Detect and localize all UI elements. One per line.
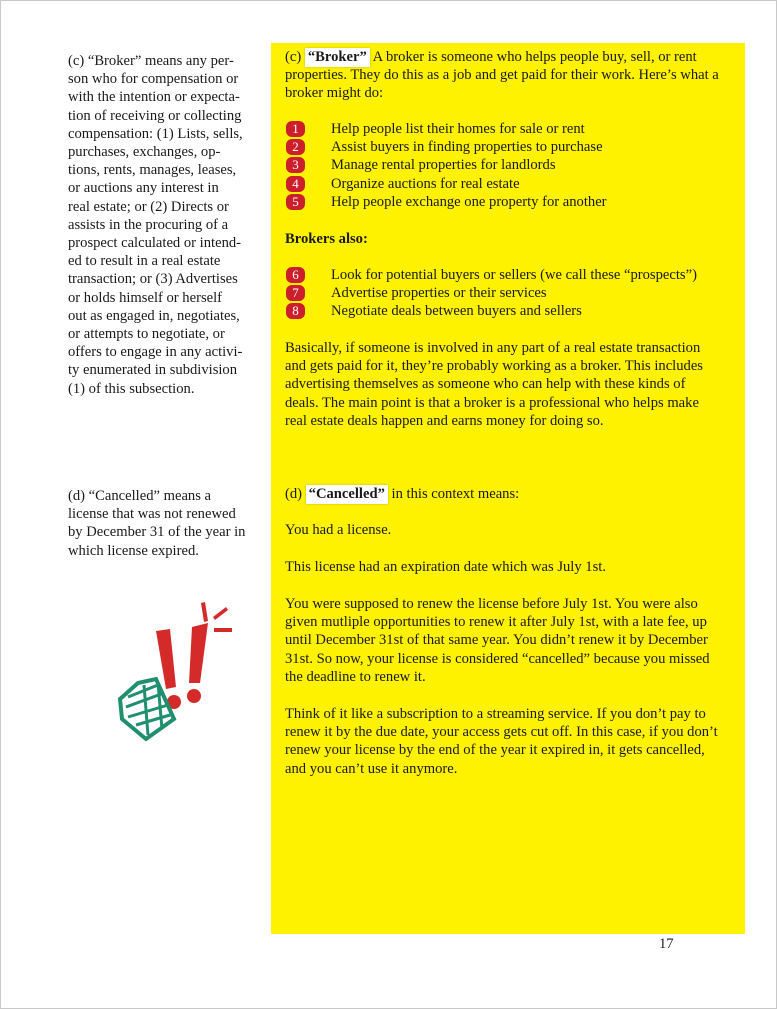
- statute-line: which license expired.: [68, 542, 199, 559]
- statute-line: real estate; or (2) Directs or: [68, 198, 229, 215]
- statute-line: purchases, exchanges, op-: [68, 144, 221, 161]
- number-badge: 4: [286, 176, 305, 192]
- paragraph-line: renew your license by the end of the year it expired in, it gets cancelled,: [285, 742, 705, 759]
- statute-line: with the intention or expecta-: [68, 89, 240, 106]
- broker-definition-statute: [68, 52, 253, 398]
- cancelled-intro: [285, 485, 740, 503]
- list-item-text: Help people exchange one property for another: [331, 193, 607, 210]
- statute-line: offers to engage in any activi-: [68, 344, 243, 361]
- statute-line: or holds himself or herself: [68, 289, 223, 306]
- paragraph-line: given mutliple opportunities to renew it after July 1st, with a late fee, up: [285, 614, 707, 631]
- number-badge: 1: [286, 121, 305, 137]
- paragraph-line: and you can’t use it anymore.: [285, 760, 458, 777]
- statute-line: ty enumerated in subdivision: [68, 362, 238, 379]
- list-item-text: Negotiate deals between buyers and sellers: [331, 303, 582, 320]
- statute-line: license that was not renewed: [68, 506, 236, 523]
- list-item-text: Organize auctions for real estate: [331, 175, 520, 192]
- section-label: (d): [285, 486, 306, 502]
- statute-line: transaction; or (3) Advertises: [68, 271, 238, 288]
- statute-line: (1) of this subsection.: [68, 380, 195, 397]
- list-item-text: Assist buyers in finding properties to purchase: [331, 139, 603, 156]
- exclamation-marks: [156, 602, 232, 709]
- paragraph-line: 31st. So now, your license is considered “cancelled” because you missed: [285, 650, 710, 667]
- summary-line: Basically, if someone is involved in any part of a real estate transaction: [285, 340, 701, 356]
- intro-text: properties. They do this as a job and get paid for their work. Here’s what a: [285, 67, 719, 84]
- paragraph-line: the deadline to renew it.: [285, 668, 426, 685]
- statute-line: assists in the procuring of a: [68, 216, 229, 233]
- number-badge: 2: [286, 139, 305, 155]
- statute-line: (c) “Broker” means any per-: [68, 53, 234, 69]
- page-number: 17: [659, 936, 674, 952]
- paragraph-line: You were supposed to renew the license before July 1st. You were also: [285, 596, 698, 612]
- paragraph-line: until December 31st of that same year. You didn’t renew it by December: [285, 632, 708, 649]
- paragraph-line: renew it by the due date, your access gets cut off. In this case, if you don’t: [285, 724, 718, 741]
- summary-line: real estate deals happen and earns money for doing so.: [285, 412, 604, 429]
- statute-line: by December 31 of the year in: [68, 524, 246, 541]
- cancelled-paragraph-3: [285, 595, 740, 686]
- summary-line: and gets paid for it, they’re probably working as a broker. This includes: [285, 358, 703, 375]
- broker-intro: [285, 48, 740, 103]
- term-highlight-broker: “Broker”: [305, 48, 370, 67]
- statute-line: tion of receiving or collecting: [68, 107, 242, 124]
- number-badge: 8: [286, 303, 305, 319]
- statute-line: son who for compensation or: [68, 71, 239, 88]
- summary-line: deals. The main point is that a broker is a professional who helps make: [285, 394, 699, 411]
- number-badge: 3: [286, 157, 305, 173]
- statute-line: out as engaged in, negotiates,: [68, 307, 240, 324]
- cancelled-definition-statute: [68, 487, 253, 560]
- statute-line: ed to result in a real estate: [68, 253, 221, 270]
- statute-line: or attempts to negotiate, or: [68, 326, 225, 343]
- intro-text: broker might do:: [285, 85, 384, 102]
- statute-line: (d) “Cancelled” means a: [68, 488, 212, 504]
- statute-line: prospect calculated or intend-: [68, 235, 242, 252]
- list-item-text: Look for potential buyers or sellers (we call these “prospects”): [331, 267, 697, 283]
- statute-line: tions, rents, manages, leases,: [68, 162, 237, 179]
- brokers-also-heading: Brokers also:: [285, 231, 368, 247]
- list-item-text: Manage rental properties for landlords: [331, 157, 556, 174]
- statute-line: compensation: (1) Lists, sells,: [68, 125, 243, 142]
- list-item-text: Advertise properties or their services: [331, 285, 547, 302]
- cancelled-paragraph-1: You had a license.: [285, 522, 392, 538]
- statute-line: or auctions any interest in: [68, 180, 219, 197]
- cancelled-paragraph-2: This license had an expiration date which was July 1st.: [285, 559, 606, 575]
- number-badge: 5: [286, 194, 305, 210]
- cancelled-paragraph-4: [285, 705, 740, 778]
- number-badge: 6: [286, 267, 305, 283]
- list-item-text: Help people list their homes for sale or rent: [331, 121, 585, 137]
- summary-line: advertising themselves as someone who can help with these kinds of: [285, 376, 686, 393]
- number-badge: 7: [286, 285, 305, 301]
- intro-text: A broker is someone who helps people buy, sell, or rent: [369, 49, 697, 65]
- intro-text: in this context means:: [387, 486, 520, 502]
- exclamation-icon: [110, 595, 250, 755]
- paragraph-line: Think of it like a subscription to a streaming service. If you don’t pay to: [285, 706, 706, 722]
- section-label: (c): [285, 49, 305, 65]
- term-highlight-cancelled: “Cancelled”: [306, 485, 388, 504]
- broker-summary: [285, 339, 740, 430]
